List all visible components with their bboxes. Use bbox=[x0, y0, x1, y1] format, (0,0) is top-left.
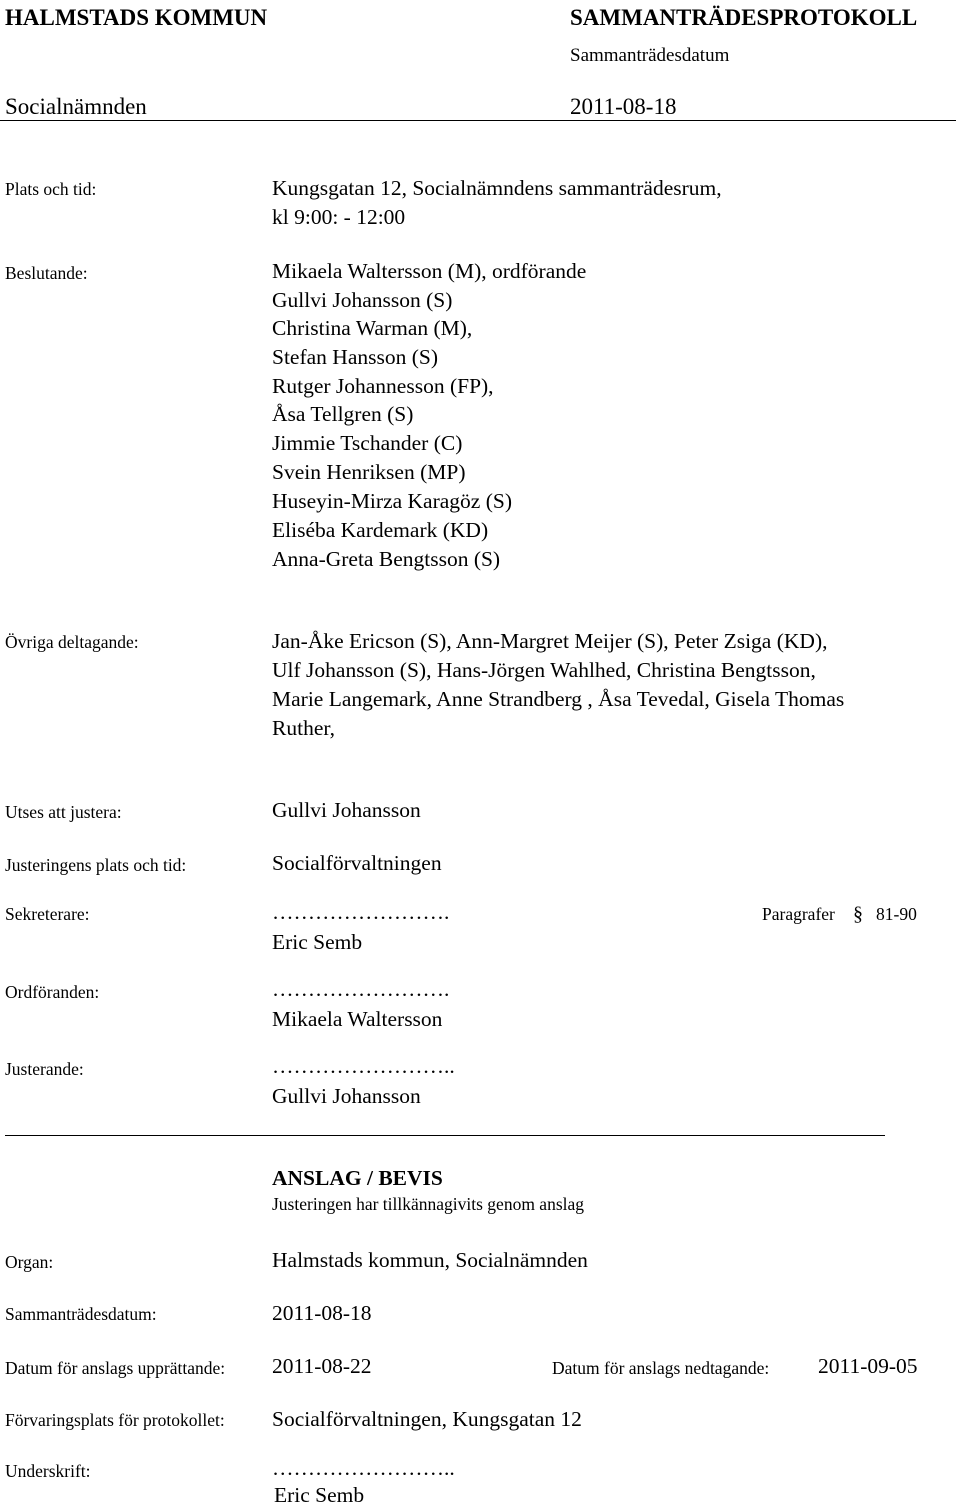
date-label: Sammanträdesdatum bbox=[570, 45, 730, 66]
posted-date-label: Datum för anslags upprättande: bbox=[5, 1358, 226, 1378]
decision-maker: Rutger Johannesson (FP), bbox=[272, 374, 494, 398]
other-participants-line: Ruther, bbox=[272, 716, 336, 740]
secretary-label: Sekreterare: bbox=[5, 904, 90, 924]
other-participants-line: Jan-Åke Ericson (S), Ann-Margret Meijer (S), Peter Zsiga (KD), bbox=[272, 629, 828, 653]
signature-label: Underskrift: bbox=[5, 1461, 91, 1481]
header-rule bbox=[0, 120, 956, 121]
section-sign: § bbox=[853, 903, 863, 925]
committee-name: Socialnämnden bbox=[5, 94, 147, 119]
notice-subtitle: Justeringen har tillkännagivits genom anslag bbox=[272, 1194, 585, 1214]
other-participants-line: Marie Langemark, Anne Strandberg , Åsa Tevedal, Gisela Thomas bbox=[272, 687, 845, 711]
organ-label: Organ: bbox=[5, 1252, 54, 1272]
storage-location: Socialförvaltningen, Kungsgatan 12 bbox=[272, 1407, 582, 1431]
decision-makers-label: Beslutande: bbox=[5, 263, 88, 283]
decision-maker: Åsa Tellgren (S) bbox=[272, 402, 414, 426]
decision-maker: Anna-Greta Bengtsson (S) bbox=[272, 547, 501, 571]
secretary-name: Eric Semb bbox=[272, 930, 363, 954]
decision-maker: Svein Henriksen (MP) bbox=[272, 460, 466, 484]
adjuster-label: Utses att justera: bbox=[5, 802, 122, 822]
organ-value: Halmstads kommun, Socialnämnden bbox=[272, 1248, 588, 1272]
place-label: Plats och tid: bbox=[5, 179, 97, 199]
co-signer-signature-line: …………………….. bbox=[272, 1054, 455, 1078]
storage-label: Förvaringsplats för protokollet: bbox=[5, 1410, 225, 1430]
decision-maker: Mikaela Waltersson (M), ordförande bbox=[272, 259, 587, 283]
co-signer-label: Justerande: bbox=[5, 1059, 84, 1079]
other-participants-label: Övriga deltagande: bbox=[5, 632, 139, 652]
chair-name: Mikaela Waltersson bbox=[272, 1007, 443, 1031]
meeting-date: 2011-08-18 bbox=[570, 94, 677, 119]
document-type: SAMMANTRÄDESPROTOKOLL bbox=[570, 5, 918, 30]
place-line-2: kl 9:00: - 12:00 bbox=[272, 205, 406, 229]
decision-maker: Stefan Hansson (S) bbox=[272, 345, 439, 369]
paragraphs-range: 81-90 bbox=[876, 904, 917, 924]
removed-date: 2011-09-05 bbox=[818, 1354, 918, 1378]
adjustment-place: Socialförvaltningen bbox=[272, 851, 442, 875]
section-rule bbox=[5, 1135, 885, 1136]
signature-line: …………………….. bbox=[272, 1456, 455, 1480]
notice-meeting-date-label: Sammanträdesdatum: bbox=[5, 1304, 157, 1324]
chair-signature-line: ……………………. bbox=[272, 977, 450, 1001]
secretary-signature-line: ……………………. bbox=[272, 900, 450, 924]
adjustment-place-label: Justeringens plats och tid: bbox=[5, 855, 187, 875]
decision-maker: Gullvi Johansson (S) bbox=[272, 288, 453, 312]
removed-date-label: Datum för anslags nedtagande: bbox=[552, 1358, 770, 1378]
co-signer-name: Gullvi Johansson bbox=[272, 1084, 421, 1108]
decision-maker: Eliséba Kardemark (KD) bbox=[272, 518, 489, 542]
place-line-1: Kungsgatan 12, Socialnämndens sammanträdesrum, bbox=[272, 176, 722, 200]
paragraphs-label: Paragrafer bbox=[762, 904, 835, 924]
decision-maker: Huseyin-Mirza Karagöz (S) bbox=[272, 489, 512, 513]
posted-date: 2011-08-22 bbox=[272, 1354, 372, 1378]
notice-meeting-date: 2011-08-18 bbox=[272, 1301, 372, 1325]
signature-name: Eric Semb bbox=[274, 1483, 365, 1507]
notice-title: ANSLAG / BEVIS bbox=[272, 1166, 443, 1190]
chair-label: Ordföranden: bbox=[5, 982, 100, 1002]
decision-maker: Jimmie Tschander (C) bbox=[272, 431, 463, 455]
decision-maker: Christina Warman (M), bbox=[272, 316, 473, 340]
org-name: HALMSTADS KOMMUN bbox=[5, 5, 268, 30]
adjuster-name: Gullvi Johansson bbox=[272, 798, 421, 822]
other-participants-line: Ulf Johansson (S), Hans-Jörgen Wahlhed, Christina Bengtsson, bbox=[272, 658, 816, 682]
